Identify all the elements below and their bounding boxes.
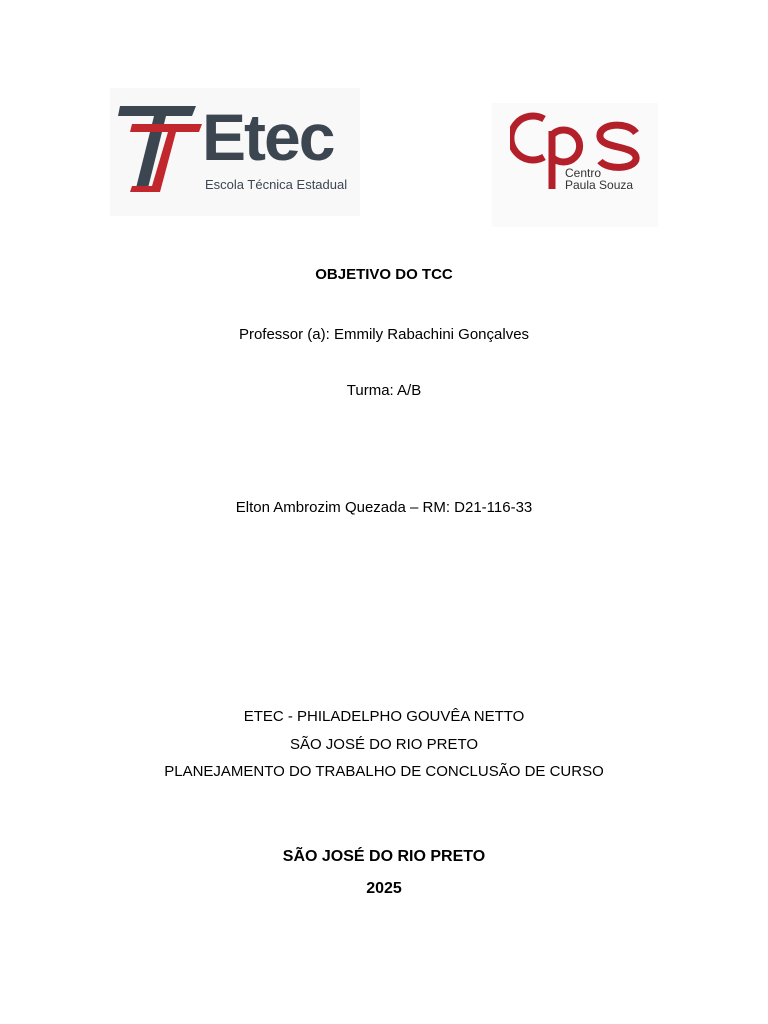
cps-logo xyxy=(492,103,658,227)
cps-line1: Centro xyxy=(565,166,602,180)
institution-city: SÃO JOSÉ DO RIO PRETO xyxy=(289,736,479,753)
footer-city: SÃO JOSÉ DO RIO PRETO xyxy=(282,848,486,865)
etec-t-mark-icon xyxy=(118,102,202,198)
etec-logo xyxy=(110,88,360,216)
footer-year: 2025 xyxy=(366,880,402,897)
turma-line: Turma: A/B xyxy=(346,382,422,399)
professor-line: Professor (a): Emmily Rabachini Gonçalves xyxy=(238,326,530,343)
cps-subtitle xyxy=(565,167,633,191)
document-title: OBJETIVO DO TCC xyxy=(315,266,453,283)
etec-subtitle: Escola Técnica Estadual xyxy=(205,177,348,192)
etec-wordmark: Etec xyxy=(202,100,334,174)
course-name: PLANEJAMENTO DO TRABALHO DE CONCLUSÃO DE CURSO xyxy=(164,763,604,780)
cps-line2: Paula Souza xyxy=(565,178,634,192)
school-name: ETEC - PHILADELPHO GOUVÊA NETTO xyxy=(243,708,525,725)
student-line: Elton Ambrozim Quezada – RM: D21-116-33 xyxy=(235,499,533,516)
